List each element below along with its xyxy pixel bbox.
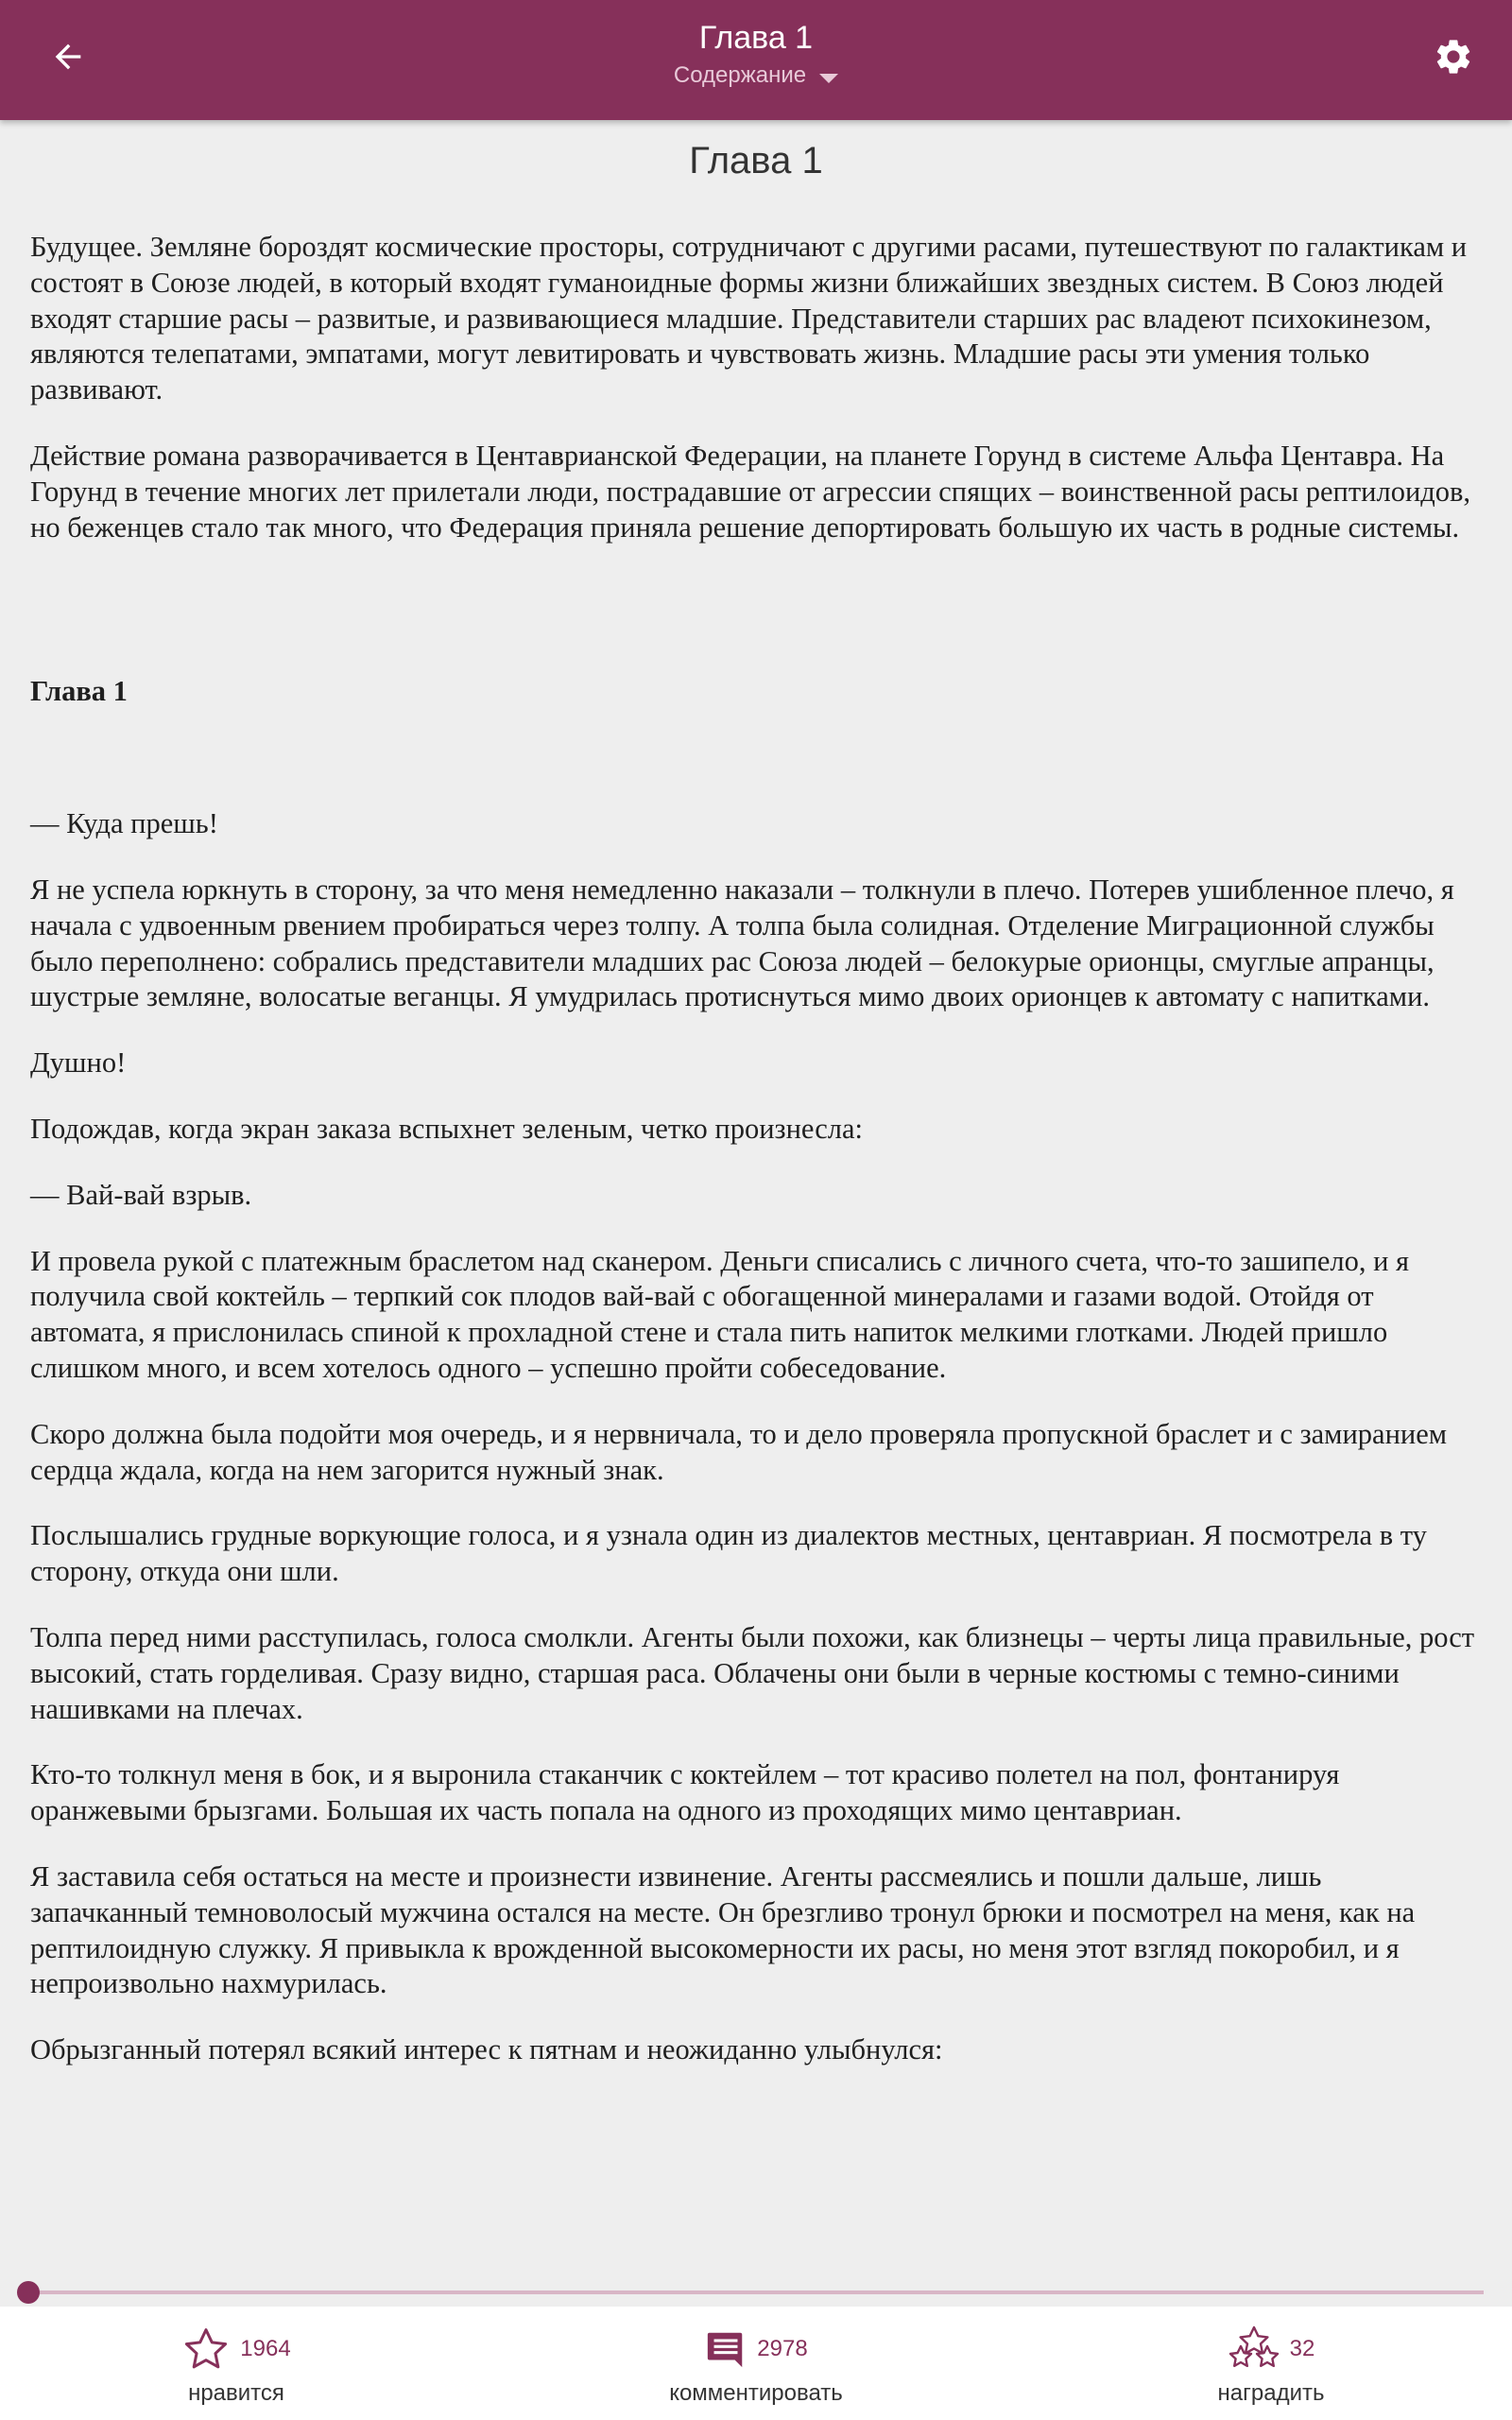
like-count: 1964 bbox=[240, 2336, 291, 2361]
paragraph: Кто-то толкнул меня в бок, и я выронила стаканчик с коктейлем – тот красиво полетел на пол, фонтанируя оранжевыми брызгами. Большая их часть попала на одного из проходящих мимо центавриан. bbox=[30, 1758, 1340, 1827]
comment-label: комментировать bbox=[669, 2380, 843, 2406]
paragraph: Скоро должна была подойти моя очередь, и я нервничала, то и дело проверяла пропускной браслет и с замиранием сердца ждала, когда на нем загорится нужный знак. bbox=[30, 1417, 1448, 1486]
progress-track bbox=[28, 2290, 1484, 2294]
paragraph: Я не успела юркнуть в сторону, за что меня немедленно наказали – толкнули в плечо. Потерев ушибленное плечо, я начала с удвоенным рвением пробираться через толпу. А толпа была солидная. Отделение Миграционной службы было переполнено: собрались представители младших рас Союза людей – белокурые орионцы, смуглые апранцы, шустрые земляне, волосатые веганцы. Я умудрилась протиснуться мимо двоих орионцев к автомату с напитками. bbox=[30, 873, 1454, 1013]
paragraph: Послышались грудные воркующие голоса, и я узнала один из диалектов местных, центавриан. Я посмотрела в ту сторону, откуда они шли. bbox=[30, 1519, 1427, 1588]
paragraph: Подождав, когда экран заказа вспыхнет зеленым, четко произнесла: bbox=[30, 1112, 863, 1145]
bottom-action-bar bbox=[0, 2307, 1512, 2420]
paragraph: Действие романа разворачивается в Центаврианской Федерации, на планете Горунд в системе Альфа Центавра. На Горунд в течение многих лет прилетали люди, пострадавшие от агрессии спящих – воинственной расы рептилоидов, но беженцев стало так много, что Федерация приняла решение депортировать большую их часть в родные системы. bbox=[30, 439, 1471, 544]
award-count: 32 bbox=[1289, 2336, 1315, 2361]
chapter-subheading: Глава 1 bbox=[30, 675, 128, 708]
progress-thumb[interactable] bbox=[17, 2281, 40, 2304]
chapter-heading: Глава 1 bbox=[689, 140, 823, 182]
paragraph: Будущее. Земляне бороздят космические просторы, сотрудничают с другими расами, путешествуют по галактикам и состоят в Союзе людей, в который входят гуманоидные формы жизни ближайших звездных систем. В Союз людей входят старшие расы – развитые, и развивающиеся младшие. Представители старших рас владеют психокинезом, являются телепатами, эмпатами, могут левитировать и чувствовать жизнь. Младшие расы эти умения только развивают. bbox=[30, 231, 1468, 406]
top-app-bar bbox=[0, 0, 1512, 120]
arrow-left-icon bbox=[49, 38, 87, 76]
paragraph: Я заставила себя остаться на месте и произнести извинение. Агенты рассмеялись и пошли дальше, лишь запачканный темноволосый мужчина остался на месте. Он брезгливо тронул брюки и посмотрел на меня, как на рептилоидную служку. Я привыкла к врожденной высокомерности их расы, но меня этот взгляд покоробил, и я непроизвольно нахмурилась. bbox=[30, 1859, 1416, 2000]
reading-area[interactable] bbox=[0, 120, 1512, 2268]
reading-progress-slider[interactable] bbox=[28, 2278, 1484, 2307]
paragraph: И провела рукой с платежным браслетом над сканером. Деньги списались с личного счета, что-то зашипело, и я получила свой коктейль – терпкий сок плодов вай-вай с обогащенной минералами и газами водой. Отойдя от автомата, я прислонилась спиной к прохладной стене и стала пить напиток мелкими глотками. Людей пришло слишком много, и всем хотелось одного – успешно пройти собеседование. bbox=[30, 1244, 1410, 1384]
toc-label: Содержание bbox=[673, 62, 807, 88]
comment-button[interactable] bbox=[614, 2324, 898, 2407]
paragraph: — Куда прешь! bbox=[30, 807, 218, 840]
paragraph: Душно! bbox=[30, 1046, 127, 1080]
back-button[interactable] bbox=[38, 26, 98, 87]
star-outline-icon bbox=[181, 2325, 231, 2374]
page-title: Глава 1 bbox=[698, 20, 814, 56]
settings-button[interactable] bbox=[1423, 26, 1484, 87]
table-of-contents-dropdown[interactable] bbox=[674, 62, 838, 89]
header-title-block bbox=[472, 17, 1040, 89]
comment-count: 2978 bbox=[757, 2336, 808, 2361]
paragraph: Толпа перед ними расступилась, голоса смолкли. Агенты были похожи, как близнецы – черты лица правильные, рост высокий, стать горделивая. Сразу видно, старшая раса. Облачены они были в черные костюмы с темно-синими нашивками на плечах. bbox=[30, 1620, 1475, 1725]
like-label: нравится bbox=[188, 2380, 284, 2406]
gear-icon bbox=[1433, 36, 1474, 78]
award-button[interactable] bbox=[1177, 2324, 1366, 2407]
award-stars-icon bbox=[1228, 2325, 1280, 2374]
chapter-text bbox=[0, 230, 1512, 2068]
like-button[interactable] bbox=[142, 2324, 331, 2407]
award-label: наградить bbox=[1217, 2380, 1325, 2406]
comment-icon bbox=[704, 2327, 747, 2371]
paragraph: Обрызганный потерял всякий интерес к пятнам и неожиданно улыбнулся: bbox=[30, 2033, 943, 2066]
chevron-down-icon bbox=[819, 74, 838, 83]
paragraph: — Вай-вай взрыв. bbox=[30, 1178, 252, 1211]
